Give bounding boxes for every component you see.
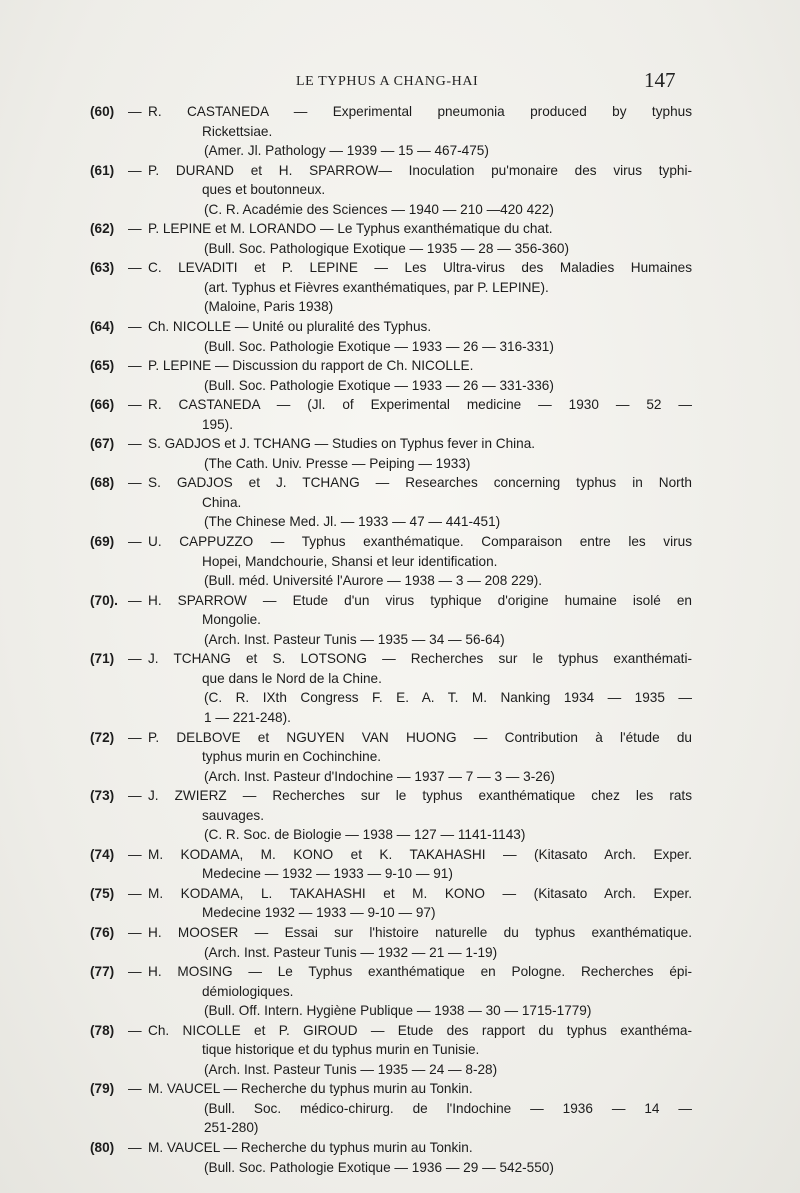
- reference-line: [0, 454, 800, 474]
- reference-line: [0, 395, 800, 415]
- reference-line: [0, 552, 800, 572]
- reference-source: (Arch. Inst. Pasteur d'Indochine — 1937 — 7 — 3 — 3-26): [204, 768, 555, 784]
- reference-source: (art. Typhus et Fièvres exanthématiques, par P. LEPINE).: [204, 279, 549, 295]
- reference-line: [0, 884, 800, 904]
- reference-entry: [0, 395, 800, 434]
- reference-source: (Arch. Inst. Pasteur Tunis — 1935 — 34 — 56-64): [204, 631, 505, 647]
- reference-text: tique historique et du typhus murin en Tunisie.: [202, 1042, 480, 1058]
- reference-source: (C. R. IXth Congress F. E. A. T. M. Nanking 1934 — 1935 —: [204, 690, 692, 706]
- reference-dash: —: [128, 475, 142, 491]
- reference-number: (77): [90, 964, 115, 980]
- reference-text: J. TCHANG et S. LOTSONG — Recherches sur le typhus exanthémati-: [148, 651, 692, 667]
- reference-line: [0, 102, 800, 122]
- reference-entry: [0, 845, 800, 884]
- reference-entry: [0, 962, 800, 1021]
- reference-text: Rickettsiae.: [202, 123, 273, 139]
- reference-number: (69): [90, 534, 115, 550]
- reference-line: [0, 180, 800, 200]
- reference-source: (Bull. Soc. Pathologie Exotique — 1933 — 26 — 316-331): [204, 338, 554, 354]
- reference-line: [0, 1021, 800, 1041]
- reference-number: (60): [90, 104, 115, 119]
- reference-text: M. VAUCEL — Recherche du typhus murin au Tonkin.: [148, 1081, 473, 1097]
- reference-text: M. VAUCEL — Recherche du typhus murin au Tonkin.: [148, 1139, 473, 1155]
- reference-line: [0, 141, 800, 161]
- reference-text: Medecine 1932 — 1933 — 9-10 — 97): [202, 905, 436, 921]
- reference-line: [0, 1079, 800, 1099]
- reference-dash: —: [128, 788, 142, 804]
- reference-line: [0, 317, 800, 337]
- reference-text: P. LEPINE — Discussion du rapport de Ch. NICOLLE.: [148, 358, 474, 374]
- reference-number: (66): [90, 397, 115, 413]
- reference-line: [0, 1138, 800, 1158]
- reference-entry: [0, 923, 800, 962]
- reference-entry: [0, 728, 800, 787]
- reference-dash: —: [128, 846, 142, 862]
- reference-entry: [0, 532, 800, 591]
- reference-text: M. KODAMA, M. KONO et K. TAKAHASHI — (Kitasato Arch. Exper.: [148, 846, 692, 862]
- reference-source: (The Chinese Med. Jl. — 1933 — 47 — 441-451): [204, 514, 501, 530]
- reference-number: (78): [90, 1022, 115, 1038]
- reference-entry: [0, 1138, 800, 1177]
- reference-dash: —: [128, 162, 142, 178]
- reference-line: [0, 239, 800, 259]
- reference-line: [0, 161, 800, 181]
- reference-line: [0, 1040, 800, 1060]
- reference-text: R. CASTANEDA — (Jl. of Experimental medicine — 1930 — 52 —: [148, 397, 692, 413]
- reference-line: [0, 434, 800, 454]
- reference-line: [0, 297, 800, 317]
- reference-text: China.: [202, 494, 242, 510]
- reference-source: (The Cath. Univ. Presse — Peiping — 1933): [204, 455, 471, 471]
- reference-number: (79): [90, 1081, 115, 1097]
- running-title: LE TYPHUS A CHANG-HAI: [296, 74, 479, 89]
- reference-line: [0, 923, 800, 943]
- reference-dash: —: [128, 221, 142, 237]
- reference-text: Medecine — 1932 — 1933 — 9-10 — 91): [202, 866, 453, 882]
- reference-text: H. MOSING — Le Typhus exanthématique en Pologne. Recherches épi-: [148, 964, 692, 980]
- reference-source: (Maloine, Paris 1938): [204, 299, 334, 315]
- reference-number: (67): [90, 436, 115, 452]
- reference-dash: —: [128, 729, 142, 745]
- reference-line: [0, 806, 800, 826]
- reference-text: sauvages.: [202, 807, 264, 823]
- reference-line: [0, 943, 800, 963]
- reference-entry: [0, 786, 800, 845]
- reference-line: [0, 415, 800, 435]
- reference-dash: —: [128, 964, 142, 980]
- reference-line: [0, 1158, 800, 1178]
- reference-dash: —: [128, 1081, 142, 1097]
- reference-source: (Bull. Soc. Pathologie Exotique — 1936 — 29 — 542-550): [204, 1159, 554, 1175]
- reference-dash: —: [128, 1022, 142, 1038]
- reference-line: [0, 982, 800, 1002]
- reference-text: P. DELBOVE et NGUYEN VAN HUONG — Contribution à l'étude du: [148, 729, 692, 745]
- reference-line: [0, 747, 800, 767]
- reference-text: 195).: [202, 416, 233, 432]
- reference-line: [0, 688, 800, 708]
- reference-text: S. GADJOS et J. TCHANG — Researches concerning typhus in North: [148, 475, 692, 491]
- reference-entry: [0, 1021, 800, 1080]
- reference-number: (73): [90, 788, 115, 804]
- reference-line: [0, 1099, 800, 1119]
- reference-entry: [0, 317, 800, 356]
- reference-line: [0, 786, 800, 806]
- reference-entry: [0, 591, 800, 650]
- reference-dash: —: [128, 319, 142, 335]
- reference-text: Hopei, Mandchourie, Shansi et leur identification.: [202, 553, 498, 569]
- reference-line: [0, 122, 800, 142]
- reference-dash: —: [128, 358, 142, 374]
- page-header: [0, 68, 800, 98]
- reference-source: (Amer. Jl. Pathology — 1939 — 15 — 467-475): [204, 143, 489, 159]
- reference-line: [0, 708, 800, 728]
- reference-number: (76): [90, 924, 115, 940]
- reference-source: (Bull. Soc. médico-chirurg. de l'Indochine — 1936 — 14 —: [204, 1100, 692, 1116]
- reference-entry: [0, 473, 800, 532]
- reference-number: (68): [90, 475, 115, 491]
- reference-source: (Bull. méd. Université l'Aurore — 1938 — 3 — 208 229).: [204, 573, 543, 589]
- reference-number: (63): [90, 260, 115, 276]
- reference-line: [0, 200, 800, 220]
- reference-line: [0, 512, 800, 532]
- reference-source: (C. R. Académie des Sciences — 1940 — 210 —420 422): [204, 201, 554, 217]
- reference-dash: —: [128, 534, 142, 550]
- reference-line: [0, 903, 800, 923]
- reference-entry: [0, 434, 800, 473]
- reference-line: [0, 1060, 800, 1080]
- reference-line: [0, 610, 800, 630]
- reference-number: (62): [90, 221, 115, 237]
- reference-line: [0, 591, 800, 611]
- reference-line: [0, 493, 800, 513]
- reference-line: [0, 845, 800, 865]
- reference-line: [0, 864, 800, 884]
- reference-line: [0, 825, 800, 845]
- reference-line: [0, 258, 800, 278]
- reference-line: [0, 728, 800, 748]
- reference-number: (64): [90, 319, 115, 335]
- reference-number: (71): [90, 651, 115, 667]
- reference-line: [0, 962, 800, 982]
- reference-list: [0, 102, 800, 1177]
- reference-dash: —: [128, 885, 142, 901]
- reference-line: [0, 571, 800, 591]
- reference-text: que dans le Nord de la Chine.: [202, 670, 382, 686]
- reference-dash: —: [128, 1139, 142, 1155]
- reference-source: 251-280): [204, 1120, 259, 1136]
- reference-line: [0, 649, 800, 669]
- reference-text: U. CAPPUZZO — Typhus exanthématique. Comparaison entre les virus: [148, 534, 692, 550]
- reference-source: (Arch. Inst. Pasteur Tunis — 1932 — 21 — 1-19): [204, 944, 498, 960]
- reference-text: ques et boutonneux.: [202, 182, 326, 198]
- reference-text: H. MOOSER — Essai sur l'histoire naturelle du typhus exanthématique.: [148, 924, 692, 940]
- reference-line: [0, 219, 800, 239]
- reference-line: [0, 532, 800, 552]
- reference-entry: [0, 649, 800, 727]
- reference-text: démiologiques.: [202, 983, 294, 999]
- reference-line: [0, 630, 800, 650]
- reference-entry: [0, 884, 800, 923]
- reference-entry: [0, 258, 800, 317]
- reference-source: (C. R. Soc. de Biologie — 1938 — 127 — 1141-1143): [204, 827, 526, 843]
- reference-entry: [0, 1079, 800, 1138]
- reference-entry: [0, 356, 800, 395]
- reference-dash: —: [128, 436, 142, 452]
- reference-text: P. DURAND et H. SPARROW— Inoculation pu'monaire des virus typhi-: [148, 162, 692, 178]
- reference-text: R. CASTANEDA — Experimental pneumonia produced by typhus: [148, 104, 692, 119]
- reference-text: Ch. NICOLLE — Unité ou pluralité des Typhus.: [148, 319, 432, 335]
- reference-text: C. LEVADITI et P. LEPINE — Les Ultra-virus des Maladies Humaines: [148, 260, 692, 276]
- reference-number: (70).: [90, 592, 118, 608]
- reference-text: P. LEPINE et M. LORANDO — Le Typhus exanthématique du chat.: [148, 221, 553, 237]
- reference-entry: [0, 102, 800, 161]
- reference-text: J. ZWIERZ — Recherches sur le typhus exanthématique chez les rats: [148, 788, 692, 804]
- reference-line: [0, 376, 800, 396]
- reference-source: (Bull. Soc. Pathologique Exotique — 1935 — 28 — 356-360): [204, 240, 569, 256]
- reference-dash: —: [128, 924, 142, 940]
- reference-dash: —: [128, 104, 142, 119]
- reference-line: [0, 278, 800, 298]
- reference-dash: —: [128, 260, 142, 276]
- reference-number: (80): [90, 1139, 115, 1155]
- reference-number: (61): [90, 162, 115, 178]
- reference-text: S. GADJOS et J. TCHANG — Studies on Typhus fever in China.: [148, 436, 536, 452]
- reference-line: [0, 356, 800, 376]
- reference-entry: [0, 161, 800, 220]
- reference-dash: —: [128, 651, 142, 667]
- reference-line: [0, 473, 800, 493]
- reference-text: M. KODAMA, L. TAKAHASHI et M. KONO — (Kitasato Arch. Exper.: [148, 885, 692, 901]
- reference-line: [0, 1118, 800, 1138]
- reference-number: (72): [90, 729, 115, 745]
- reference-number: (65): [90, 358, 115, 374]
- reference-entry: [0, 219, 800, 258]
- reference-line: [0, 669, 800, 689]
- reference-number: (75): [90, 885, 115, 901]
- reference-text: H. SPARROW — Etude d'un virus typhique d'origine humaine isolé en: [148, 592, 692, 608]
- reference-line: [0, 1001, 800, 1021]
- page-number: 147: [644, 68, 676, 92]
- reference-source: 1 — 221-248).: [204, 709, 291, 725]
- reference-source: (Bull. Off. Intern. Hygiène Publique — 1938 — 30 — 1715-1779): [204, 1003, 592, 1019]
- reference-number: (74): [90, 846, 115, 862]
- reference-text: Mongolie.: [202, 612, 261, 628]
- reference-text: typhus murin en Cochinchine.: [202, 749, 382, 765]
- reference-text: Ch. NICOLLE et P. GIROUD — Etude des rapport du typhus exanthéma-: [148, 1022, 692, 1038]
- reference-dash: —: [128, 592, 142, 608]
- reference-dash: —: [128, 397, 142, 413]
- reference-source: (Bull. Soc. Pathologie Exotique — 1933 — 26 — 331-336): [204, 377, 554, 393]
- reference-line: [0, 767, 800, 787]
- reference-line: [0, 337, 800, 357]
- reference-source: (Arch. Inst. Pasteur Tunis — 1935 — 24 — 8-28): [204, 1061, 498, 1077]
